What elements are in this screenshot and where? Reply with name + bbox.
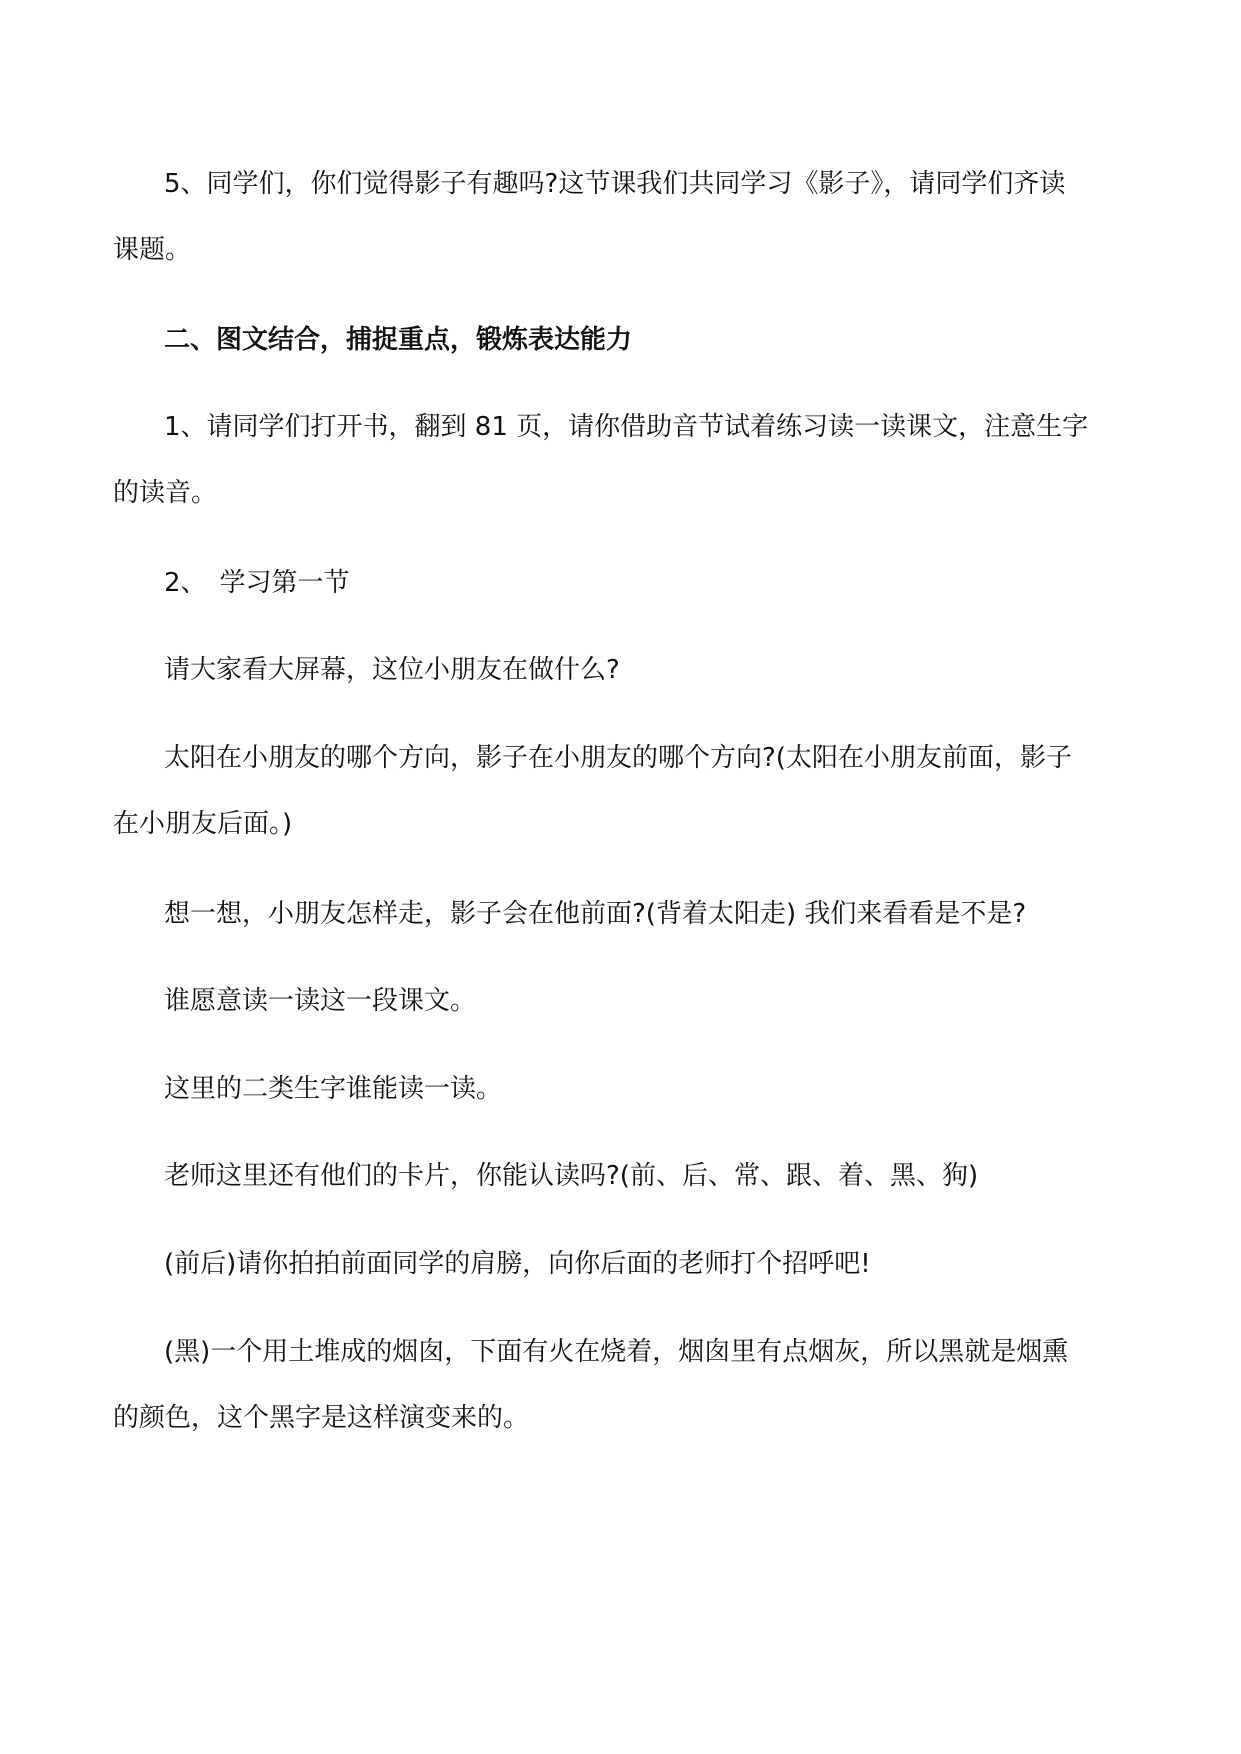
explanation-hei-line-1: (黑)一个用土堆成的烟囱，下面有火在烧着，烟囱里有点烟灰，所以黑就是烟熏 <box>164 1337 1069 1367</box>
prompt-read-characters: 这里的二类生字谁能读一读。 <box>164 1074 503 1104</box>
paragraph-2: 2、 学习第一节 <box>164 568 350 598</box>
paragraph-1-line-1: 1、请同学们打开书，翻到 81 页，请你借助音节试着练习读一读课文，注意生字 <box>164 412 1089 442</box>
question-sun-direction-line-2: 在小朋友后面。) <box>113 809 293 839</box>
paragraph-5-line-2: 课题。 <box>113 235 192 265</box>
paragraph-1-line-2: 的读音。 <box>113 478 218 508</box>
question-sun-direction-line-1: 太阳在小朋友的哪个方向，影子在小朋友的哪个方向?(太阳在小朋友前面，影子 <box>164 743 1072 773</box>
question-big-screen: 请大家看大屏幕，这位小朋友在做什么? <box>164 655 620 685</box>
prompt-read-passage: 谁愿意读一读这一段课文。 <box>164 986 477 1016</box>
prompt-cards: 老师这里还有他们的卡片，你能认读吗?(前、后、常、跟、着、黑、狗) <box>164 1161 979 1191</box>
section-heading: 二、图文结合，捕捉重点，锻炼表达能力 <box>164 325 633 355</box>
question-how-walk: 想一想，小朋友怎样走，影子会在他前面?(背着太阳走) 我们来看看是不是? <box>164 899 1027 929</box>
activity-front-back: (前后)请你拍拍前面同学的肩膀，向你后面的老师打个招呼吧! <box>164 1249 871 1279</box>
explanation-hei-line-2: 的颜色，这个黑字是这样演变来的。 <box>113 1403 530 1433</box>
paragraph-5-line-1: 5、同学们，你们觉得影子有趣吗?这节课我们共同学习《影子》，请同学们齐读 <box>164 169 1066 199</box>
